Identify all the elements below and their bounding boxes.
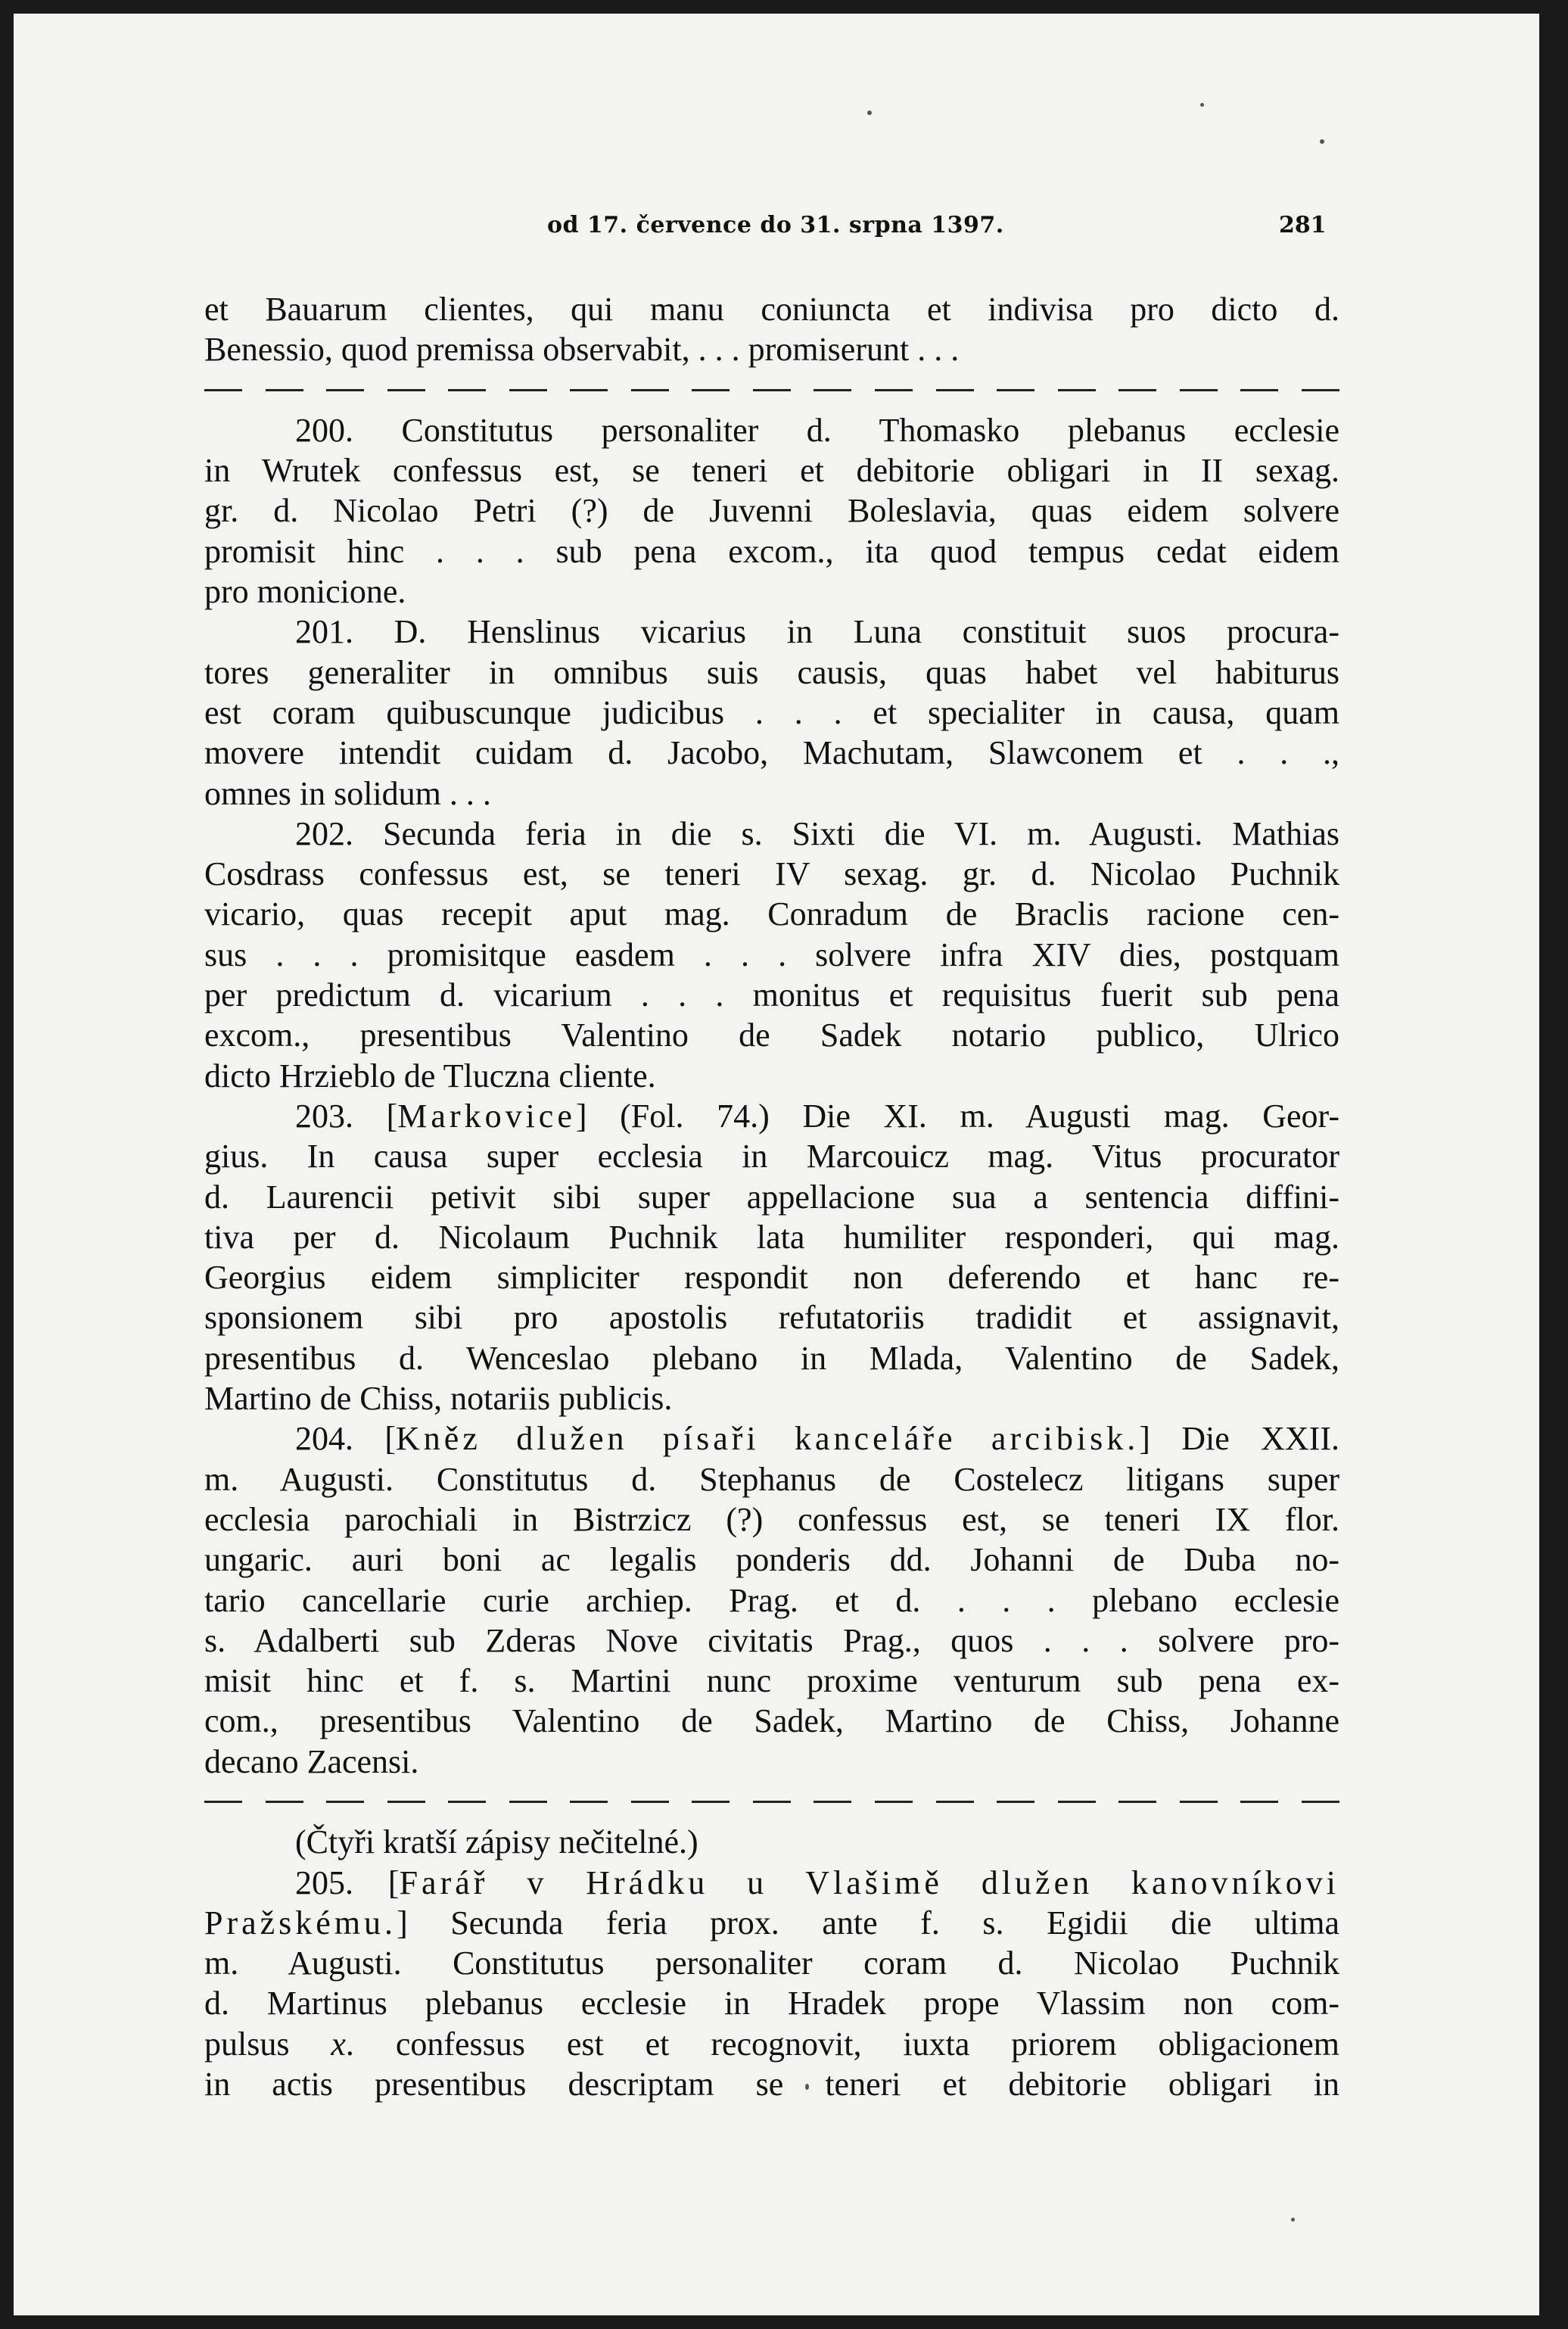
editorial-note: (Čtyři kratší zápisy nečitelné.) — [295, 1823, 698, 1861]
dashed-separator — [204, 1782, 1339, 1822]
text-line: gr. d. Nicolao Petri (?) de Juvenni Boleslavia, quas eidem solvere — [204, 492, 1339, 530]
spaced-heading: Farář v Hrádku u Vlašimě dlužen kanovníkovi — [399, 1864, 1339, 1901]
spaced-heading: Kněz dlužen písaři kanceláře arcibisk. — [396, 1420, 1140, 1458]
text-line: ecclesia parochiali in Bistrzicz (?) confessus est, se teneri IX flor. — [204, 1500, 1339, 1538]
book-page — [14, 14, 1539, 2315]
page-number: 281 — [1279, 212, 1327, 238]
entry-number: 205. [ — [295, 1864, 400, 1901]
text-line: tiva per d. Nicolaum Puchnik lata humiliter responderi, qui mag. — [204, 1218, 1339, 1256]
scan-speck — [1320, 139, 1324, 144]
text-line: Benessio, quod premissa observabit, . . . promiserunt . . . — [204, 331, 960, 369]
spaced-heading: Pražskému. — [204, 1904, 397, 1941]
entry-200-line: 200. Constitutus personaliter d. Thomasko plebanus ecclesie — [295, 411, 1339, 449]
text-line: d. Laurencii petivit sibi super appellacione sua a sentencia diffini- — [204, 1178, 1339, 1216]
text-line: vicario, quas recepit aput mag. Conradum de Braclis racione cen- — [204, 895, 1339, 933]
text-line: pro monicione. — [204, 573, 406, 611]
text-line: excom., presentibus Valentino de Sadek notario publico, Ulrico — [204, 1017, 1339, 1054]
text-line: Georgius eidem simpliciter respondit non deferendo et hanc re- — [204, 1259, 1339, 1297]
entry-text: ] Secunda feria prox. ante f. s. Egidii die ultima — [397, 1904, 1339, 1941]
text-line: et Bauarum clientes, qui manu coniuncta et indivisa pro dicto d. — [204, 291, 1339, 328]
text-line: tores generaliter in omnibus suis causis, quas habet vel habiturus — [204, 653, 1339, 691]
entry-202-line: 202. Secunda feria in die s. Sixti die VI. m. Augusti. Mathias — [295, 814, 1339, 852]
text-line: gius. In causa super ecclesia in Marcouicz mag. Vitus procurator — [204, 1138, 1339, 1175]
italic-symbol: x — [331, 2025, 346, 2063]
entry-205-line — [204, 1863, 1339, 1903]
text-line: movere intendit cuidam d. Jacobo, Machutam, Slawconem et . . ., — [204, 734, 1339, 772]
text-line: omnes in solidum . . . — [204, 774, 491, 812]
entry-203-line — [204, 1096, 1339, 1136]
text-line: com., presentibus Valentino de Sadek, Martino de Chiss, Johanne — [204, 1702, 1339, 1740]
line-text: pulsus — [204, 2025, 331, 2063]
text-line: presentibus d. Wenceslao plebano in Mlada, Valentino de Sadek, — [204, 1339, 1339, 1377]
text-line: per predictum d. vicarium . . . monitus et requisitus fuerit sub pena — [204, 976, 1339, 1014]
running-title: od 17. července do 31. srpna 1397. — [547, 212, 1004, 238]
entry-number: 204. [ — [295, 1420, 397, 1458]
text-line: misit hinc et f. s. Martini nunc proxime venturum sub pena ex- — [204, 1662, 1339, 1700]
text-line: sponsionem sibi pro apostolis refutatoriis tradidit et assignavit, — [204, 1299, 1339, 1337]
text-line — [204, 1903, 1339, 1943]
scan-speck — [1200, 103, 1204, 107]
text-line: d. Martinus plebanus ecclesie in Hradek prope Vlassim non com- — [204, 1985, 1339, 2022]
text-line: m. Augusti. Constitutus personaliter coram d. Nicolao Puchnik — [204, 1944, 1339, 1982]
line-text: . confessus est et recognovit, iuxta priorem obligacionem — [345, 2025, 1339, 2063]
text-line — [204, 2024, 1339, 2064]
spaced-heading: Markovice — [397, 1097, 576, 1135]
text-line: m. Augusti. Constitutus d. Stephanus de Costelecz litigans super — [204, 1460, 1339, 1498]
text-line: s. Adalberti sub Zderas Nove civitatis Prag., quos . . . solvere pro- — [204, 1621, 1339, 1659]
text-line: Martino de Chiss, notariis publicis. — [204, 1380, 673, 1418]
text-line: promisit hinc . . . sub pena excom., ita quod tempus cedat eidem — [204, 532, 1339, 570]
dashed-separator — [204, 370, 1339, 410]
scan-speck — [867, 111, 872, 115]
entry-201-line: 201. D. Henslinus vicarius in Luna constituit suos procura- — [295, 613, 1339, 651]
text-line: in actis presentibus descriptam se teneri et debitorie obligari in — [204, 2066, 1339, 2103]
running-header — [14, 212, 1539, 242]
text-line: sus . . . promisitque easdem . . . solvere infra XIV dies, postquam — [204, 936, 1339, 973]
body-text — [204, 289, 1339, 2104]
text-line: ungaric. auri boni ac legalis ponderis dd. Johanni de Duba no- — [204, 1541, 1339, 1579]
entry-204-line — [204, 1418, 1339, 1459]
text-line: in Wrutek confessus est, se teneri et debitorie obligari in II sexag. — [204, 452, 1339, 490]
entry-text: ] Die XXII. — [1139, 1420, 1339, 1458]
text-line: tario cancellarie curie archiep. Prag. et d. . . . plebano ecclesie — [204, 1581, 1339, 1619]
text-line: est coram quibuscunque judicibus . . . et specialiter in causa, quam — [204, 693, 1339, 731]
entry-number: 203. [ — [295, 1097, 398, 1135]
text-line: decano Zacensi. — [204, 1742, 419, 1780]
text-line: dicto Hrzieblo de Tluczna cliente. — [204, 1057, 656, 1094]
entry-text: ] (Fol. 74.) Die XI. m. Augusti mag. Geor- — [575, 1097, 1339, 1135]
text-line: Cosdrass confessus est, se teneri IV sexag. gr. d. Nicolao Puchnik — [204, 855, 1339, 893]
scan-speck — [1291, 2218, 1295, 2222]
